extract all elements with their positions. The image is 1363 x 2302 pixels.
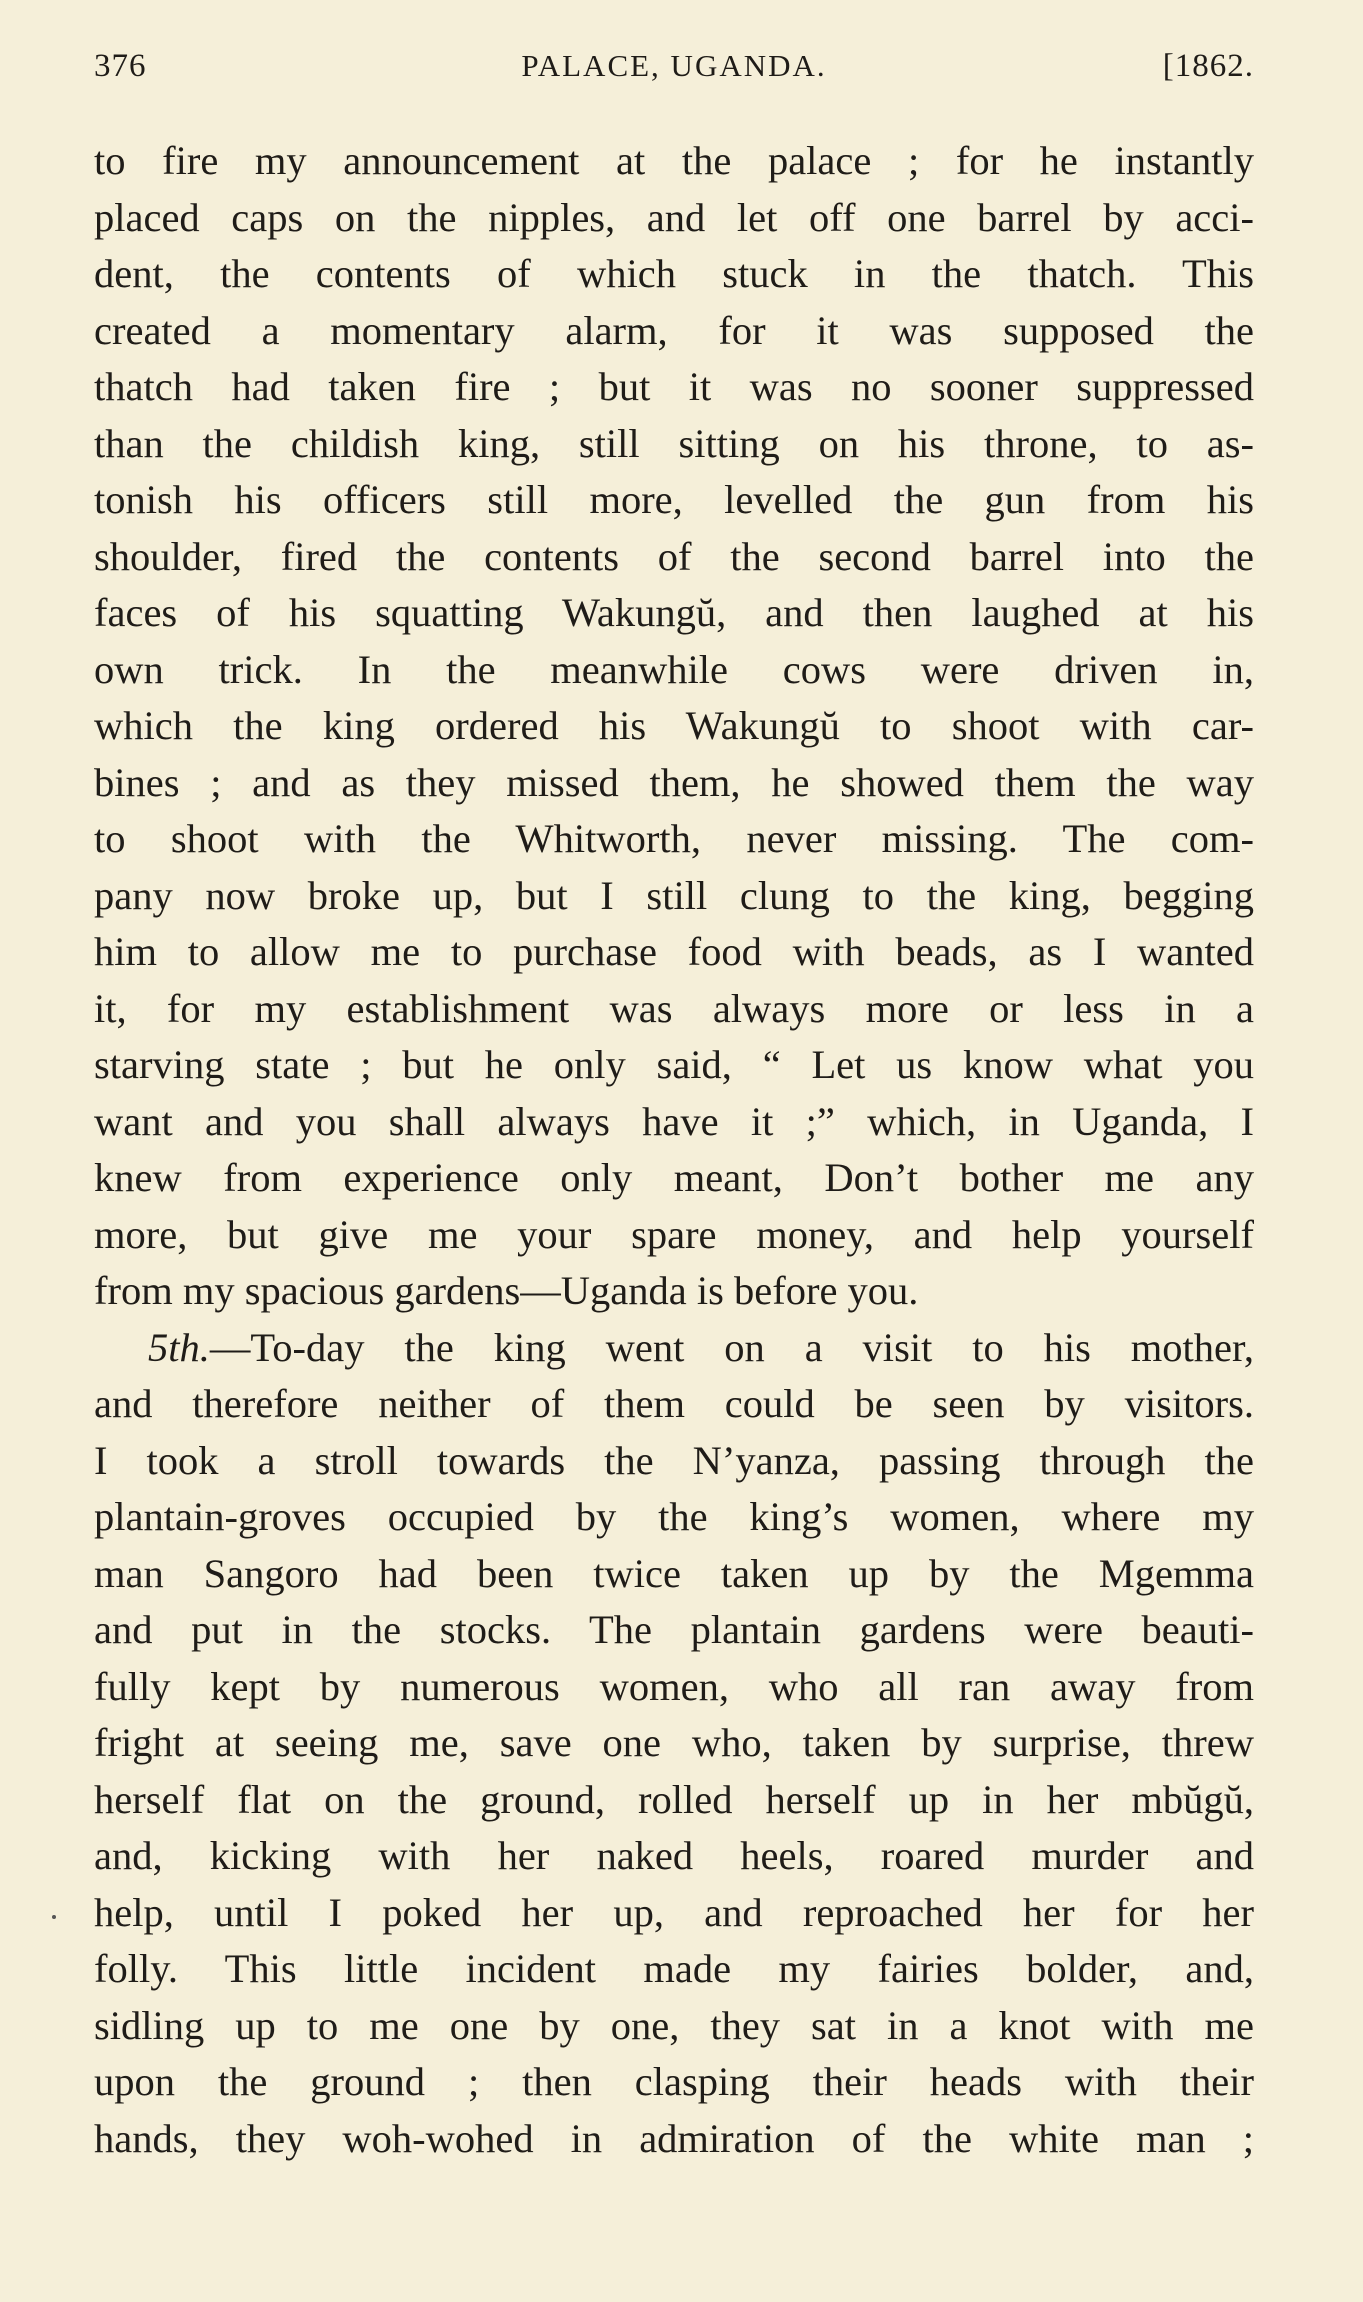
text-line: and put in the stocks. The plantain gardens were beauti- (94, 1607, 1254, 1652)
text-line: fright at seeing me, save one who, taken by surprise, threw (94, 1720, 1254, 1765)
text-line: tonish his officers still more, levelled the gun from his (94, 477, 1254, 522)
text-line: faces of his squatting Wakungŭ, and then laughed at his (94, 590, 1254, 635)
text-line: bines ; and as they missed them, he showed them the way (94, 759, 1254, 805)
page-number: 376 (94, 48, 147, 84)
text-line: and therefore neither of them could be seen by visitors. (94, 1381, 1254, 1426)
text-line: placed caps on the nipples, and let off one barrel by acci- (94, 194, 1254, 240)
text-line: shoulder, fired the contents of the second barrel into the (94, 533, 1254, 579)
marginal-ink-dot (52, 1915, 56, 1919)
text-line: herself flat on the ground, rolled herself up in her mbŭgŭ, (94, 1776, 1254, 1822)
text-line: I took a stroll towards the N’yanza, passing through the (94, 1437, 1254, 1483)
text-line: it, for my establishment was always more or less in a (94, 985, 1254, 1031)
text-line: him to allow me to purchase food with beads, as I wanted (94, 929, 1254, 974)
text-line: plantain-groves occupied by the king’s women, where my (94, 1494, 1254, 1539)
text-line-rest: —To-day the king went on a visit to his mother, (209, 1324, 1254, 1370)
text-line: which the king ordered his Wakungŭ to shoot with car- (94, 703, 1254, 748)
text-line: folly. This little incident made my fairies bolder, and, (94, 1946, 1254, 1991)
running-head (94, 48, 1254, 98)
text-line: pany now broke up, but I still clung to the king, begging (94, 872, 1254, 918)
text-line: knew from experience only meant, Don’t bother me any (94, 1155, 1254, 1200)
running-head-title: PALACE, UGANDA. (521, 48, 827, 83)
text-line: starving state ; but he only said, “ Let us know what you (94, 1042, 1254, 1087)
text-line-paragraph-start (94, 1320, 1254, 1377)
date-label: 5th. (148, 1324, 210, 1370)
text-line: to fire my announcement at the palace ; for he instantly (94, 138, 1254, 183)
text-line: sidling up to me one by one, they sat in a knot with me (94, 2002, 1254, 2048)
text-line: dent, the contents of which stuck in the thatch. This (94, 251, 1254, 296)
running-head-year: [1862. (1162, 48, 1254, 84)
text-line: and, kicking with her naked heels, roared murder and (94, 1833, 1254, 1878)
text-line: fully kept by numerous women, who all ran away from (94, 1663, 1254, 1709)
text-line: thatch had taken fire ; but it was no sooner suppressed (94, 364, 1254, 409)
text-line: upon the ground ; then clasping their heads with their (94, 2059, 1254, 2104)
text-line: own trick. In the meanwhile cows were driven in, (94, 646, 1254, 692)
text-line: to shoot with the Whitworth, never missing. The com- (94, 816, 1254, 861)
text-line: man Sangoro had been twice taken up by the Mgemma (94, 1550, 1254, 1596)
text-line: created a momentary alarm, for it was supposed the (94, 307, 1254, 353)
text-line: want and you shall always have it ;” which, in Uganda, I (94, 1098, 1254, 1144)
text-line: hands, they woh-wohed in admiration of the white man ; (94, 2115, 1254, 2161)
body-text (94, 133, 1254, 2167)
text-line: more, but give me your spare money, and help yourself (94, 1211, 1254, 1257)
text-line-paragraph-end: from my spacious gardens—Uganda is before you. (94, 1268, 919, 1313)
text-line: than the childish king, still sitting on his throne, to as- (94, 420, 1254, 466)
text-line: help, until I poked her up, and reproached her for her (94, 1889, 1254, 1935)
